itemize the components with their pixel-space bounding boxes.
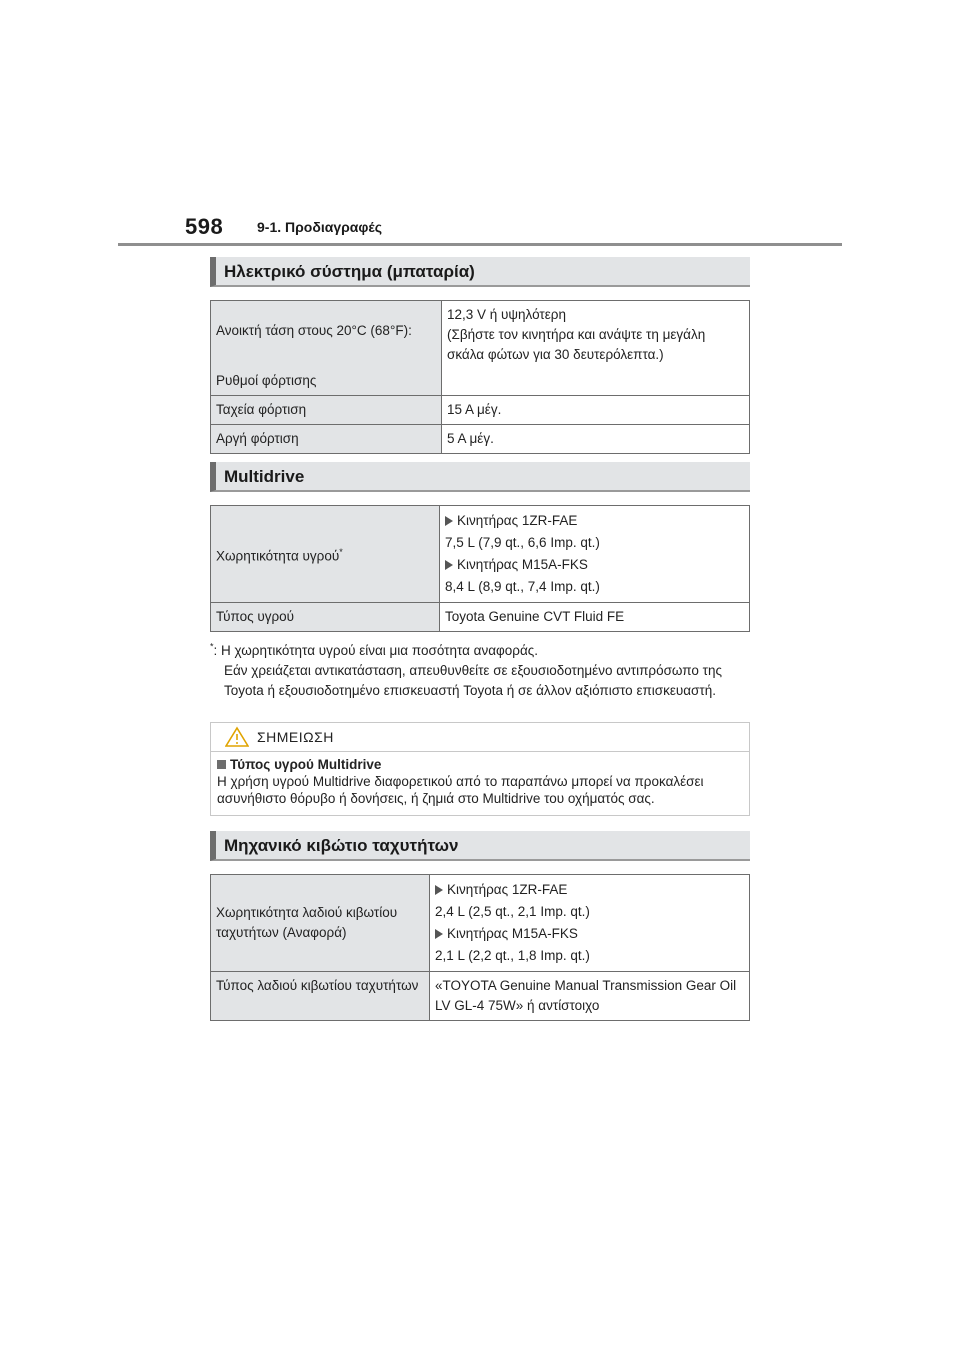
engine-m15a-label: Κινητήρας M15A-FKS xyxy=(447,926,578,941)
triangle-bullet-icon xyxy=(445,560,453,570)
fluid-capacity-label: Χωρητικότητα υγρού xyxy=(216,548,340,564)
open-voltage-label: Ανοικτή τάση στους 20°C (68°F): xyxy=(216,323,412,338)
table-row xyxy=(211,972,750,1021)
fluid-capacity-label-cell xyxy=(211,506,440,603)
fast-charge-value: 15 A μέγ. xyxy=(442,396,750,425)
table-row xyxy=(211,301,750,396)
fluid-type-label: Τύπος υγρού xyxy=(211,603,440,632)
table-value-cell xyxy=(442,301,750,396)
manual-table xyxy=(210,874,750,1021)
oil-capacity-label: Χωρητικότητα λαδιού κιβωτίου ταχυτήτων (Αναφορά) xyxy=(211,875,430,972)
header-rule xyxy=(118,243,842,246)
square-bullet-icon xyxy=(217,760,226,769)
table-row xyxy=(211,506,750,603)
charge-rates-label: Ρυθμοί φόρτισης xyxy=(216,373,317,388)
engine-m15a-label: Κινητήρας M15A-FKS xyxy=(457,557,588,572)
capacity-m15a-value: 8,4 L (8,9 qt., 7,4 Imp. qt.) xyxy=(445,579,600,594)
oil-capacity-1zr-value: 2,4 L (2,5 qt., 2,1 Imp. qt.) xyxy=(435,904,590,919)
oil-type-value: «TOYOTA Genuine Manual Transmission Gear Oil LV GL-4 75W» ή αντίστοιχο xyxy=(430,972,750,1021)
table-row xyxy=(211,396,750,425)
multidrive-section-title: Multidrive xyxy=(210,462,750,492)
footnote-body: Εάν χρειάζεται αντικατάσταση, απευθυνθείτε σε εξουσιοδοτημένο αντιπρόσωπο της Toyota ή εξουσιοδοτημένο επισκευαστή Toyota ή σε άλλον αξιόπιστο επισκευαστή. xyxy=(224,662,723,698)
slow-charge-label: Αργή φόρτιση xyxy=(211,425,442,454)
oil-capacity-value-cell xyxy=(430,875,750,972)
footnote-line: Η χωρητικότητα υγρού είναι μια ποσότητα αναφοράς. xyxy=(221,642,539,658)
triangle-bullet-icon xyxy=(435,885,443,895)
manual-section-title: Μηχανικό κιβώτιο ταχυτήτων xyxy=(210,831,750,861)
electrical-section-title: Ηλεκτρικό σύστημα (μπαταρία) xyxy=(210,257,750,287)
electrical-table xyxy=(210,300,750,454)
multidrive-table xyxy=(210,505,750,632)
open-voltage-note: (Σβήστε τον κινητήρα και ανάψτε τη μεγάλη σκάλα φώτων για 30 δευτερόλεπτα.) xyxy=(447,327,706,362)
fluid-type-value: Toyota Genuine CVT Fluid FE xyxy=(440,603,750,632)
triangle-bullet-icon xyxy=(435,929,443,939)
table-row xyxy=(211,875,750,972)
fast-charge-label: Ταχεία φόρτιση xyxy=(211,396,442,425)
warning-triangle-icon xyxy=(225,726,249,748)
table-label-cell xyxy=(211,301,442,396)
capacity-1zr-value: 7,5 L (7,9 qt., 6,6 Imp. qt.) xyxy=(445,535,600,550)
notice-subtitle: Τύπος υγρού Multidrive xyxy=(230,757,382,772)
footnote: *: Η χωρητικότητα υγρού είναι μια ποσότητα αναφοράς. Εάν χρειάζεται αντικατάσταση, απευθυνθείτε σε εξουσιοδοτημένο αντιπρόσωπο της Toyota ή εξουσιοδοτημένο επισκευαστή Toyota ή σε άλλον αξιόπιστο επισκευαστή. xyxy=(210,636,755,701)
section-reference: 9-1. Προδιαγραφές xyxy=(257,219,382,235)
page-number: 598 xyxy=(185,214,224,239)
open-voltage-value: 12,3 V ή υψηλότερη xyxy=(447,307,566,322)
notice-content xyxy=(211,752,749,811)
table-row xyxy=(211,425,750,454)
notice-text: Η χρήση υγρού Multidrive διαφορετικού από το παραπάνω μπορεί να προκαλέσει ασυνήθιστο θόρυβο ή δονήσεις, ή ζημιά στο Multidrive του οχήματός σας. xyxy=(217,774,704,806)
notice-header xyxy=(211,723,749,752)
triangle-bullet-icon xyxy=(445,516,453,526)
table-row xyxy=(211,603,750,632)
footnote-mark: * xyxy=(210,641,214,651)
notice-title: ΣΗΜΕΙΩΣΗ xyxy=(257,729,334,745)
footnote-mark: * xyxy=(339,546,343,557)
oil-capacity-m15a-value: 2,1 L (2,2 qt., 1,8 Imp. qt.) xyxy=(435,948,590,963)
notice-box xyxy=(210,722,750,816)
slow-charge-value: 5 A μέγ. xyxy=(442,425,750,454)
engine-1zr-label: Κινητήρας 1ZR-FAE xyxy=(457,513,578,528)
oil-type-label: Τύπος λαδιού κιβωτίου ταχυτήτων xyxy=(211,972,430,1021)
engine-1zr-label: Κινητήρας 1ZR-FAE xyxy=(447,882,568,897)
fluid-capacity-value-cell xyxy=(440,506,750,603)
